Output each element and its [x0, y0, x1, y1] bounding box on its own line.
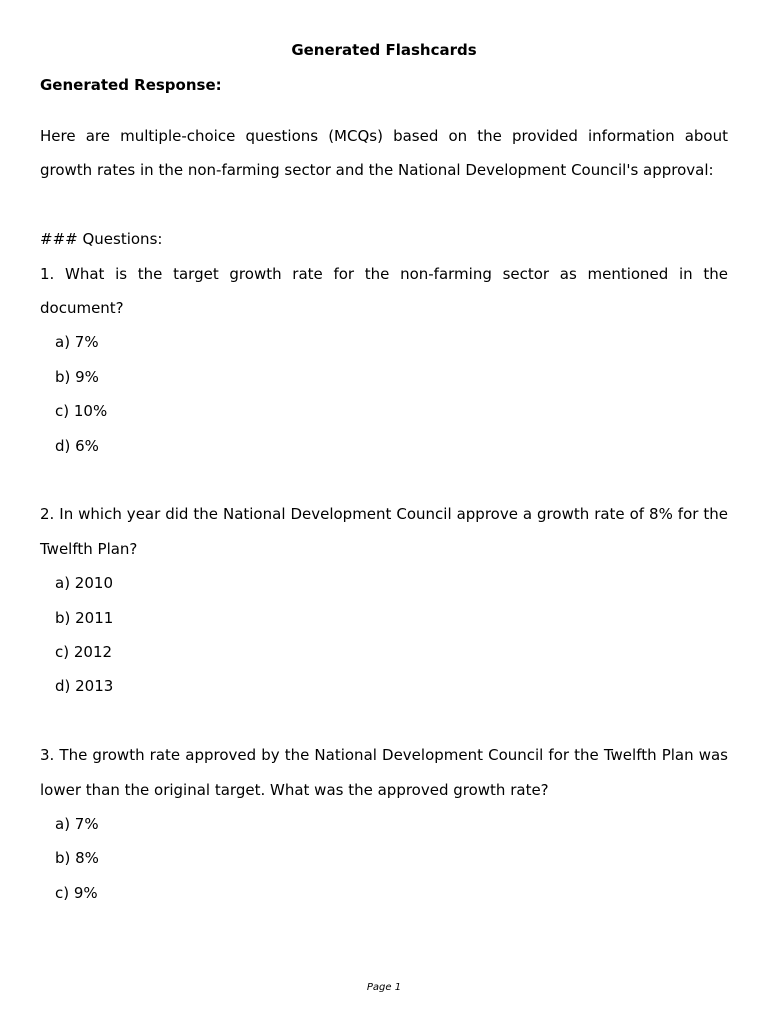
- answer-option: a) 2010: [55, 574, 113, 593]
- answer-option: b) 9%: [55, 367, 99, 386]
- page-number-footer: Page 1: [366, 982, 402, 993]
- answer-option: c) 10%: [55, 402, 108, 421]
- question-text: 1. What is the target growth rate for the non-farming sector as mentioned in the document?: [40, 264, 728, 318]
- answer-option: d) 2013: [55, 677, 114, 696]
- answer-option: b) 2011: [55, 608, 114, 627]
- answer-option: b) 8%: [55, 849, 99, 868]
- answer-option: c) 9%: [55, 883, 98, 902]
- answer-option: c) 2012: [55, 643, 113, 662]
- question-text: 3. The growth rate approved by the National Development Council for the Twelfth Plan was lower than the original target. What was the approved growth rate?: [40, 746, 728, 799]
- document-title: Generated Flashcards: [291, 41, 477, 59]
- question-text: 2. In which year did the National Development Council approve a growth rate of 8% for the Twelfth Plan?: [40, 505, 728, 558]
- answer-option: a) 7%: [55, 815, 99, 834]
- spacer: [40, 704, 728, 738]
- document-body: [40, 119, 728, 910]
- intro-paragraph: Here are multiple-choice questions (MCQs) based on the provided information about growth rates in the non-farming sector and the National Development Council's approval:: [40, 127, 728, 180]
- section-subtitle: Generated Response:: [40, 76, 222, 94]
- spacer: [40, 463, 728, 497]
- answer-option: a) 7%: [55, 333, 99, 352]
- answer-option: d) 6%: [55, 436, 99, 455]
- questions-heading: ### Questions:: [40, 230, 163, 249]
- spacer: [40, 188, 728, 222]
